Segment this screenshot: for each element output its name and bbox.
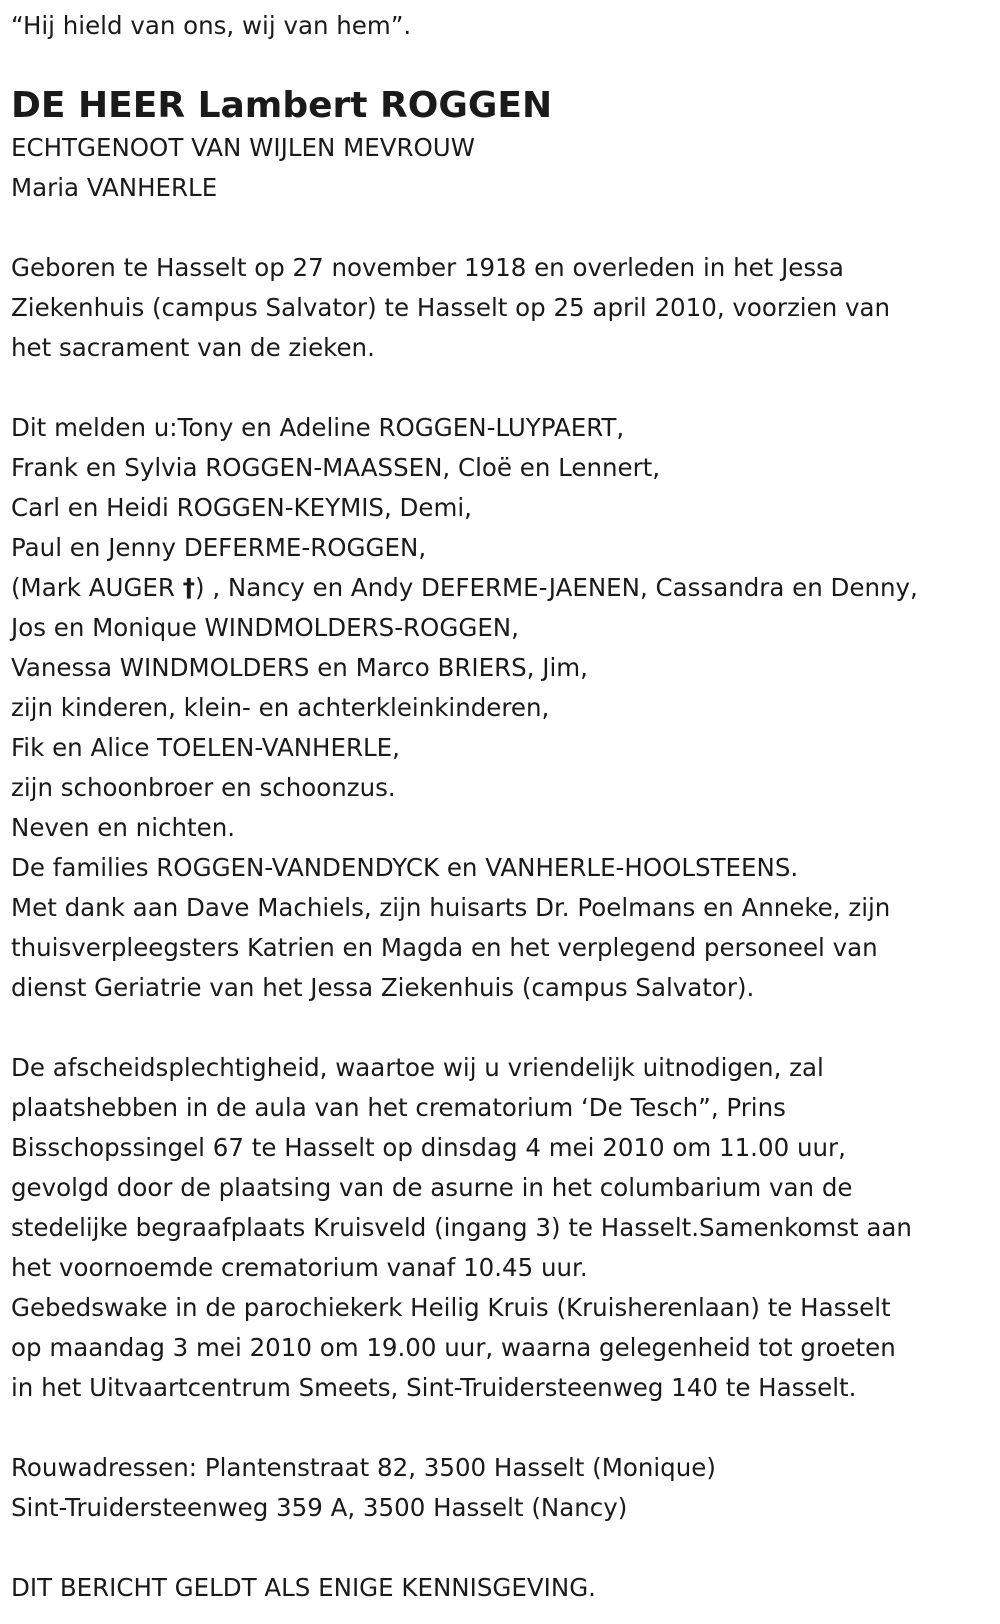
family-line-prefix: (Mark AUGER xyxy=(11,573,183,602)
family-line: Fik en Alice TOELEN-VANHERLE, xyxy=(11,733,400,762)
family-paragraph xyxy=(11,408,1000,1008)
family-line xyxy=(11,568,1000,608)
ceremony-line: gevolgd door de plaatsing van de asurne in het columbarium van de xyxy=(11,1173,853,1202)
birth-death-paragraph xyxy=(11,248,1000,368)
family-line: Carl en Heidi ROGGEN-KEYMIS, Demi, xyxy=(11,493,472,522)
paragraph-line: het sacrament van de zieken. xyxy=(11,333,375,362)
family-line: Jos en Monique WINDMOLDERS-ROGGEN, xyxy=(11,613,519,642)
cross-icon: † xyxy=(182,573,195,602)
ceremony-line: Bisschopssingel 67 te Hasselt op dinsdag 4 mei 2010 om 11.00 uur, xyxy=(11,1133,846,1162)
family-line: thuisverpleegsters Katrien en Magda en het verplegend personeel van xyxy=(11,933,878,962)
ceremony-line: het voornoemde crematorium vanaf 10.45 uur. xyxy=(11,1253,588,1282)
family-line: dienst Geriatrie van het Jessa Ziekenhuis (campus Salvator). xyxy=(11,973,755,1002)
family-line: Paul en Jenny DEFERME-ROGGEN, xyxy=(11,533,427,562)
family-line-suffix: ) , Nancy en Andy DEFERME-JAENEN, Cassandra en Denny, xyxy=(194,573,918,602)
family-line: De families ROGGEN-VANDENDYCK en VANHERLE-HOOLSTEENS. xyxy=(11,853,799,882)
addresses-paragraph xyxy=(11,1448,1000,1528)
address-line: Rouwadressen: Plantenstraat 82, 3500 Hasselt (Monique) xyxy=(11,1453,716,1482)
notice-line: DIT BERICHT GELDT ALS ENIGE KENNISGEVING. xyxy=(11,1573,596,1602)
spacer xyxy=(11,1408,1000,1448)
ceremony-line: De afscheidsplechtigheid, waartoe wij u vriendelijk uitnodigen, zal xyxy=(11,1053,824,1082)
ceremony-line: plaatshebben in de aula van het crematorium ‘De Tesch”, Prins xyxy=(11,1093,786,1122)
family-line: zijn kinderen, klein- en achterkleinkinderen, xyxy=(11,693,550,722)
spacer xyxy=(11,1008,1000,1048)
spouse-line-2: Maria VANHERLE xyxy=(11,173,218,202)
spacer xyxy=(11,368,1000,408)
spacer xyxy=(11,1528,1000,1568)
ceremony-line: in het Uitvaartcentrum Smeets, Sint-Truidersteenweg 140 te Hasselt. xyxy=(11,1373,857,1402)
family-line: Met dank aan Dave Machiels, zijn huisarts Dr. Poelmans en Anneke, zijn xyxy=(11,893,891,922)
address-line: Sint-Truidersteenweg 359 A, 3500 Hasselt (Nancy) xyxy=(11,1493,628,1522)
spouse-line-1: ECHTGENOOT VAN WIJLEN MEVROUW xyxy=(11,133,475,162)
deceased-name-title: DE HEER Lambert ROGGEN xyxy=(11,85,553,126)
ceremony-line: stedelijke begraafplaats Kruisveld (ingang 3) te Hasselt.Samenkomst aan xyxy=(11,1213,912,1242)
family-line: Vanessa WINDMOLDERS en Marco BRIERS, Jim, xyxy=(11,653,588,682)
family-line: Neven en nichten. xyxy=(11,813,236,842)
spacer xyxy=(11,208,1000,248)
ceremony-line: op maandag 3 mei 2010 om 19.00 uur, waarna gelegenheid tot groeten xyxy=(11,1333,896,1362)
family-line: Frank en Sylvia ROGGEN-MAASSEN, Cloë en Lennert, xyxy=(11,453,661,482)
paragraph-line: Geboren te Hasselt op 27 november 1918 en overleden in het Jessa xyxy=(11,253,844,282)
ceremony-line: Gebedswake in de parochiekerk Heilig Kruis (Kruisherenlaan) te Hasselt xyxy=(11,1293,891,1322)
quote: “Hij hield van ons, wij van hem”. xyxy=(11,11,412,40)
family-line: zijn schoonbroer en schoonzus. xyxy=(11,773,396,802)
family-line: Dit melden u:Tony en Adeline ROGGEN-LUYPAERT, xyxy=(11,413,625,442)
paragraph-line: Ziekenhuis (campus Salvator) te Hasselt op 25 april 2010, voorzien van xyxy=(11,293,891,322)
ceremony-paragraph xyxy=(11,1048,1000,1408)
